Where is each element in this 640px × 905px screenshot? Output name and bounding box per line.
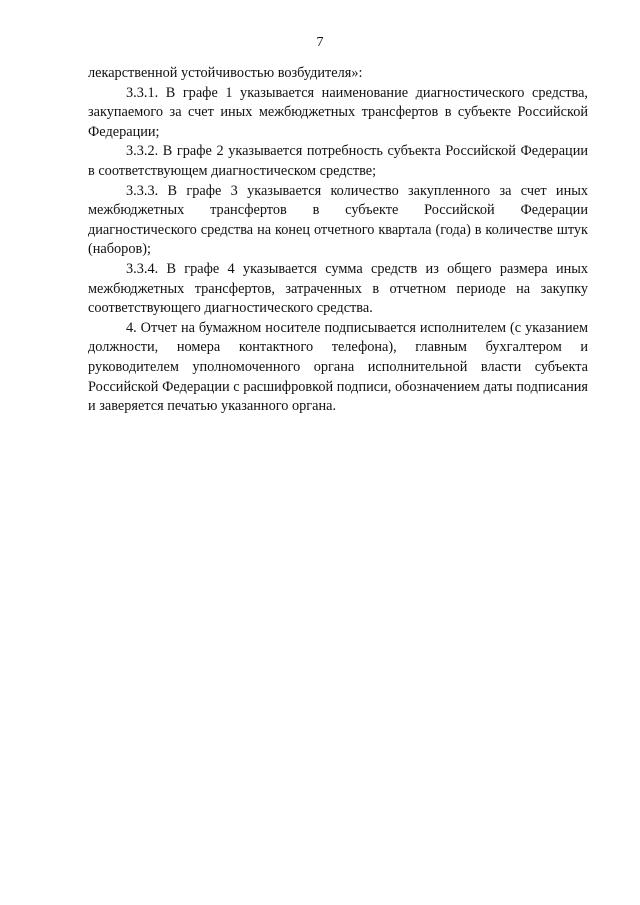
paragraph-3-3-1: 3.3.1. В графе 1 указывается наименование диагностического средства, закупаемого за счет иных межбюджетных трансфертов в субъекте Российской Федерации;	[88, 84, 588, 140]
paragraph-4: 4. Отчет на бумажном носителе подписывается исполнителем (с указанием должности, номера контактного телефона), главным бухгалтером и руководителем уполномоченного органа исполнительной власти субъекта Российской Федерации с расшифровкой подписи, обозначением даты подписания и заверяется печатью указанного органа.	[88, 319, 588, 415]
paragraph-3-3-2: 3.3.2. В графе 2 указывается потребность субъекта Российской Федерации в соответствующем диагностическом средстве;	[88, 143, 588, 179]
document-body	[88, 64, 588, 417]
paragraph-3-3-4: 3.3.4. В графе 4 указывается сумма средств из общего размера иных межбюджетных трансфертов, затраченных в отчетном периоде на закупку соответствующего диагностического средства.	[88, 260, 588, 317]
paragraph-continuation: лекарственной устойчивостью возбудителя»:	[88, 65, 363, 81]
paragraph-3-3-3: 3.3.3. В графе 3 указывается количество закупленного за счет иных межбюджетных трансфертов в субъекте Российской Федерации диагностического средства на конец отчетного квартала (года) в количестве штук (наборов);	[88, 182, 588, 258]
page-number: 7	[316, 35, 324, 50]
